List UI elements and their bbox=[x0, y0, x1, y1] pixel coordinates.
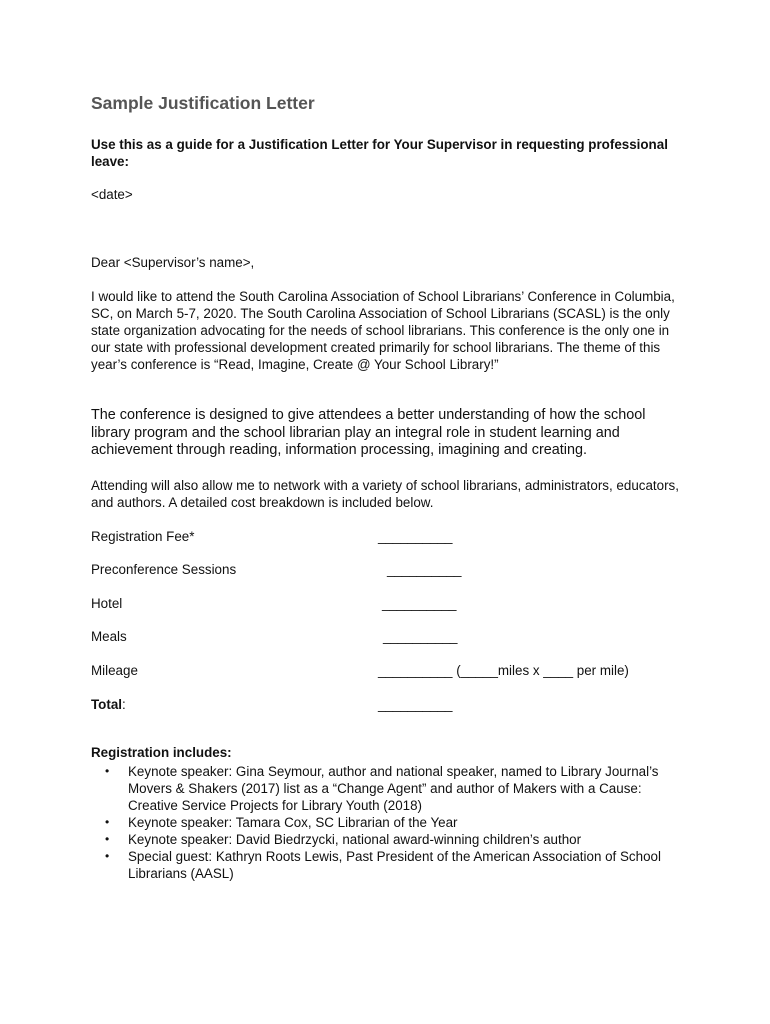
list-item bbox=[91, 848, 671, 882]
paragraph-intro: I would like to attend the South Carolina Association of School Librarians’ Conference in Columbia, SC, on March 5-7, 2020. The South Carolina Association of School Librarians (SCASL) is the only state organization advocating for the needs of school librarians. This conference is the only one in our state with professional development created primarily for school librarians. The theme of this year’s conference is “Read, Imagine, Create @ Your School Library!” bbox=[91, 289, 675, 372]
cost-blank: __________ bbox=[387, 562, 462, 577]
guide-instruction: Use this as a guide for a Justification Letter for Your Supervisor in requesting professional leave: bbox=[91, 137, 668, 169]
date-placeholder: <date> bbox=[91, 187, 133, 202]
paragraph-networking: Attending will also allow me to network with a variety of school librarians, administrators, educators, and authors. A detailed cost breakdown is included below. bbox=[91, 478, 679, 510]
paragraph-purpose: The conference is designed to give attendees a better understanding of how the school library program and the school librarian play an integral role in student learning and achievement through reading, information processing, imagining and creating. bbox=[91, 407, 646, 458]
list-item-text: Keynote speaker: David Biedrzycki, national award-winning children’s author bbox=[128, 832, 582, 847]
bullet-icon: • bbox=[105, 832, 110, 846]
total-colon: : bbox=[122, 697, 126, 712]
list-item-text: Keynote speaker: Tamara Cox, SC Librarian of the Year bbox=[128, 815, 458, 830]
list-item-text: Special guest: Kathryn Roots Lewis, Past President of the American Association of School Librarians (AASL) bbox=[128, 849, 661, 881]
cost-row-mileage bbox=[91, 663, 691, 681]
cost-label-total bbox=[91, 697, 126, 712]
page-title: Sample Justification Letter bbox=[91, 93, 315, 113]
cost-row-registration bbox=[91, 529, 691, 547]
cost-blank: __________ (_____miles x ____ per mile) bbox=[378, 663, 629, 678]
cost-blank: __________ bbox=[382, 596, 457, 611]
cost-blank: __________ bbox=[383, 629, 458, 644]
cost-blank: __________ bbox=[378, 529, 453, 544]
total-label: Total bbox=[91, 697, 122, 712]
cost-label: Registration Fee* bbox=[91, 529, 195, 544]
cost-label: Meals bbox=[91, 629, 127, 644]
cost-row-meals bbox=[91, 629, 691, 647]
cost-row-preconference bbox=[91, 562, 691, 580]
cost-label: Mileage bbox=[91, 663, 138, 678]
cost-blank: __________ bbox=[378, 697, 453, 712]
registration-list bbox=[91, 763, 671, 882]
list-item bbox=[91, 763, 671, 814]
cost-row-total bbox=[91, 697, 691, 715]
bullet-icon: • bbox=[105, 849, 110, 863]
list-item-text: Keynote speaker: Gina Seymour, author and national speaker, named to Library Journal’s Movers & Shakers (2017) list as a “Change Agent” and author of Makers with a Cause: Creative Service Projects for Library Youth (2018) bbox=[128, 764, 659, 813]
cost-label: Hotel bbox=[91, 596, 123, 611]
cost-row-hotel bbox=[91, 596, 691, 614]
list-item bbox=[91, 814, 671, 831]
bullet-icon: • bbox=[105, 764, 110, 778]
list-item bbox=[91, 831, 671, 848]
salutation: Dear <Supervisor’s name>, bbox=[91, 255, 255, 270]
cost-label: Preconference Sessions bbox=[91, 562, 237, 577]
bullet-icon: • bbox=[105, 815, 110, 829]
registration-heading: Registration includes: bbox=[91, 745, 232, 760]
